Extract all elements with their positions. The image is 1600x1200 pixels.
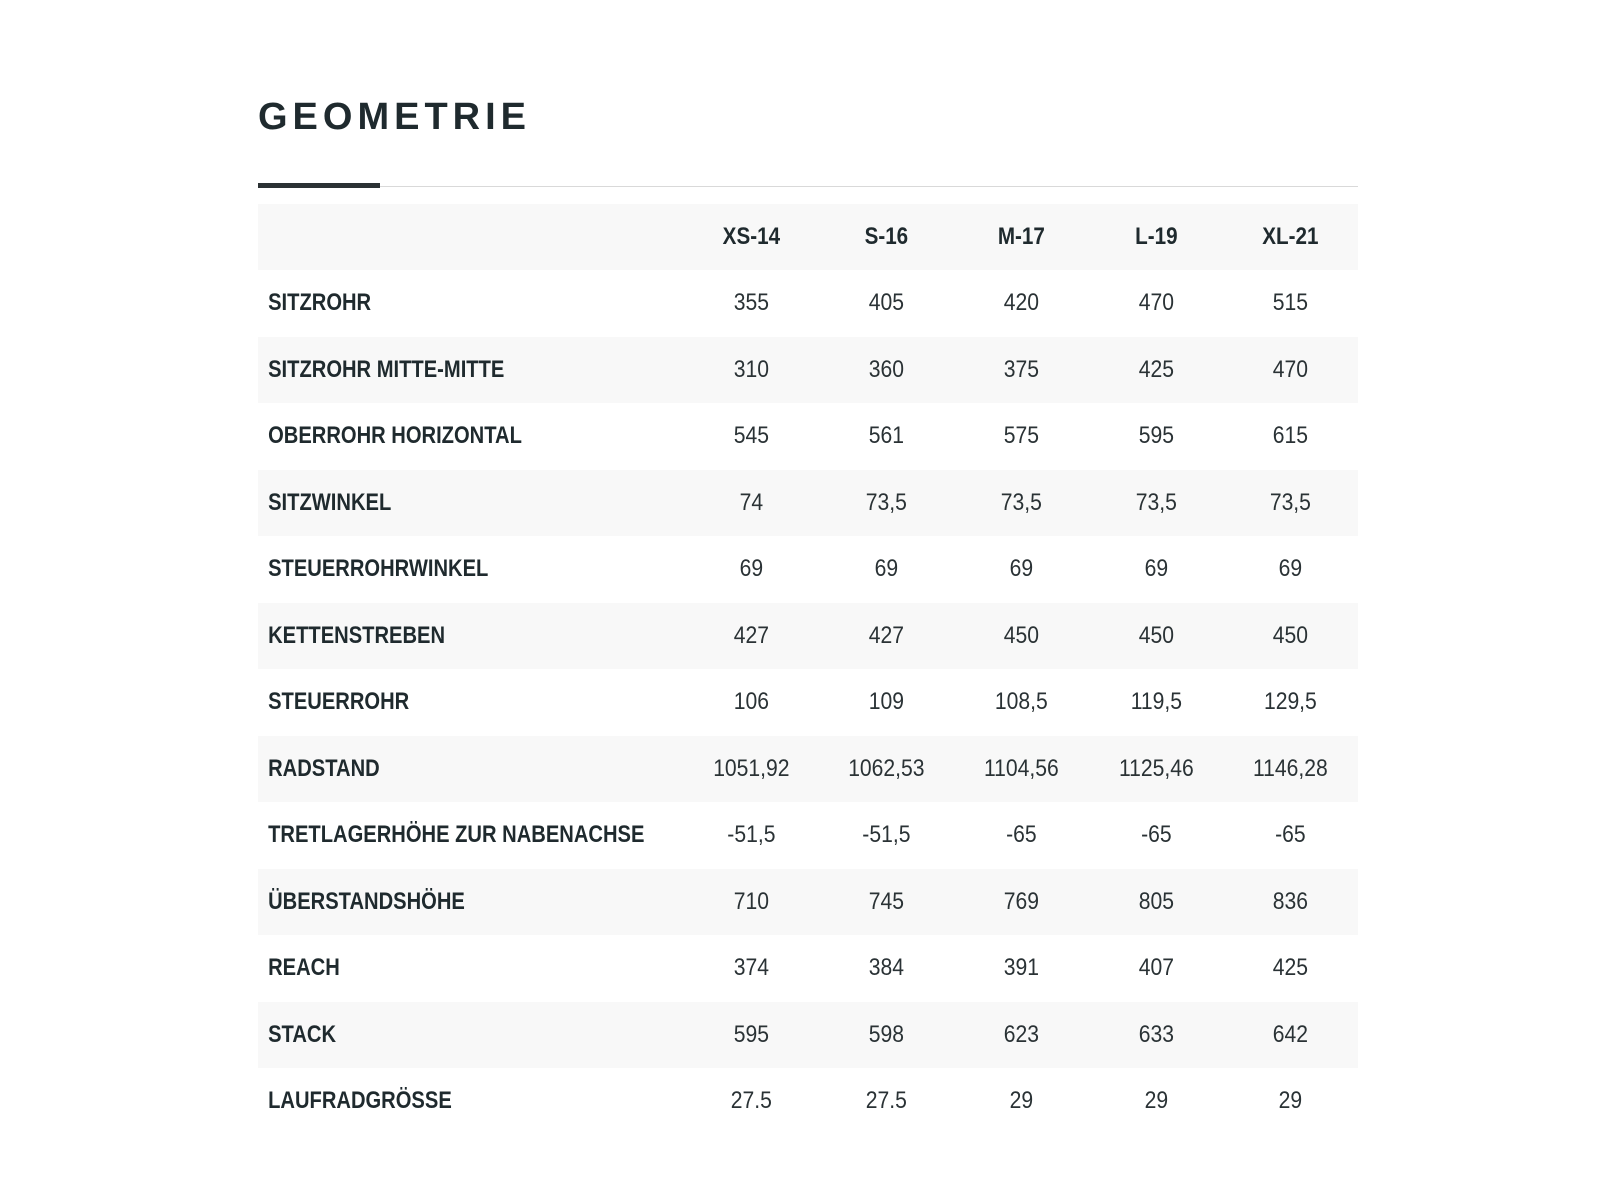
value-cell: 642 <box>1272 1020 1309 1048</box>
row-label: STEUERROHR <box>268 688 410 716</box>
value-cell: 1125,46 <box>1118 754 1194 782</box>
table-row <box>258 337 1358 404</box>
title-accent-bar <box>258 183 380 188</box>
row-label: TRETLAGERHÖHE ZUR NABENACHSE <box>268 821 645 849</box>
value-cell: 29 <box>1278 1087 1303 1115</box>
value-cell: 575 <box>1003 422 1039 450</box>
value-cell: 836 <box>1272 887 1309 915</box>
row-label: LAUFRADGRÖSSE <box>268 1087 452 1115</box>
value-cell: 384 <box>868 954 905 982</box>
value-cell: 355 <box>734 289 770 317</box>
value-cell: 69 <box>1278 555 1303 583</box>
title-divider <box>258 186 1358 187</box>
value-cell: 405 <box>868 289 905 317</box>
value-cell: 73,5 <box>1270 488 1312 516</box>
table-row <box>258 669 1358 736</box>
table-row <box>258 403 1358 470</box>
value-cell: 595 <box>734 1020 770 1048</box>
value-cell: 561 <box>868 422 905 450</box>
value-cell: 1062,53 <box>848 754 925 782</box>
value-cell: 615 <box>1272 422 1309 450</box>
value-cell: 374 <box>734 954 770 982</box>
value-cell: 69 <box>874 555 899 583</box>
value-cell: 427 <box>868 621 905 649</box>
size-header: M-17 <box>997 223 1045 250</box>
value-cell: 310 <box>734 355 770 383</box>
value-cell: -51,5 <box>862 821 911 849</box>
value-cell: 420 <box>1003 289 1039 317</box>
value-cell: 375 <box>1003 355 1039 383</box>
value-cell: 73,5 <box>1000 488 1042 516</box>
value-cell: 27.5 <box>865 1087 907 1115</box>
row-label: STACK <box>268 1020 337 1048</box>
value-cell: 595 <box>1138 422 1174 450</box>
geometry-section <box>258 88 1358 1135</box>
value-cell: 470 <box>1272 355 1309 383</box>
value-cell: 450 <box>1003 621 1039 649</box>
row-label: OBERROHR HORIZONTAL <box>268 422 522 450</box>
value-cell: 450 <box>1138 621 1174 649</box>
table-row <box>258 1068 1358 1135</box>
table-row <box>258 470 1358 537</box>
table-row <box>258 935 1358 1002</box>
value-cell: -51,5 <box>727 821 776 849</box>
value-cell: -65 <box>1005 821 1037 849</box>
value-cell: 769 <box>1003 887 1039 915</box>
value-cell: 545 <box>734 422 770 450</box>
value-cell: -65 <box>1275 821 1306 849</box>
value-cell: 470 <box>1138 289 1174 317</box>
value-cell: 515 <box>1272 289 1309 317</box>
value-cell: 623 <box>1003 1020 1039 1048</box>
value-cell: 598 <box>868 1020 905 1048</box>
value-cell: 391 <box>1003 954 1039 982</box>
value-cell: 69 <box>1009 555 1033 583</box>
row-label: SITZROHR <box>268 289 372 317</box>
value-cell: -65 <box>1140 821 1172 849</box>
value-cell: 109 <box>868 688 905 716</box>
table-row <box>258 536 1358 603</box>
value-cell: 69 <box>1144 555 1168 583</box>
value-cell: 69 <box>739 555 764 583</box>
value-cell: 1104,56 <box>983 754 1059 782</box>
header-label-cell <box>288 204 655 270</box>
value-cell: 129,5 <box>1264 688 1318 716</box>
row-label: SITZWINKEL <box>268 488 392 516</box>
value-cell: 73,5 <box>1135 488 1177 516</box>
value-cell: 108,5 <box>994 688 1048 716</box>
value-cell: 425 <box>1272 954 1309 982</box>
value-cell: 106 <box>734 688 770 716</box>
value-cell: 73,5 <box>865 488 907 516</box>
size-header: XS-14 <box>722 223 781 250</box>
table-body <box>258 270 1358 1135</box>
value-cell: 805 <box>1138 887 1174 915</box>
value-cell: 360 <box>868 355 905 383</box>
value-cell: 425 <box>1138 355 1174 383</box>
row-label: RADSTAND <box>268 754 380 782</box>
value-cell: 1051,92 <box>713 754 790 782</box>
value-cell: 74 <box>739 488 764 516</box>
value-cell: 407 <box>1138 954 1174 982</box>
row-label: STEUERROHRWINKEL <box>268 555 489 583</box>
table-row <box>258 736 1358 803</box>
value-cell: 745 <box>868 887 905 915</box>
value-cell: 450 <box>1272 621 1309 649</box>
value-cell: 119,5 <box>1130 688 1182 716</box>
table-row <box>258 603 1358 670</box>
row-label: KETTENSTREBEN <box>268 621 446 649</box>
value-cell: 29 <box>1144 1087 1168 1115</box>
value-cell: 427 <box>734 621 770 649</box>
table-header-row <box>258 204 1358 270</box>
value-cell: 27.5 <box>731 1087 773 1115</box>
table-row <box>258 802 1358 869</box>
row-label: ÜBERSTANDSHÖHE <box>268 887 465 915</box>
table-row <box>258 1002 1358 1069</box>
table-row <box>258 869 1358 936</box>
size-header: L-19 <box>1134 223 1178 250</box>
value-cell: 633 <box>1138 1020 1174 1048</box>
section-title: GEOMETRIE <box>258 96 532 138</box>
size-header: S-16 <box>864 223 909 250</box>
value-cell: 1146,28 <box>1253 754 1329 782</box>
geometry-table <box>258 204 1358 1135</box>
row-label: REACH <box>268 954 340 982</box>
size-header: XL-21 <box>1262 223 1319 250</box>
value-cell: 710 <box>734 887 770 915</box>
value-cell: 29 <box>1009 1087 1033 1115</box>
row-label: SITZROHR MITTE-MITTE <box>268 355 505 383</box>
table-row <box>258 270 1358 337</box>
